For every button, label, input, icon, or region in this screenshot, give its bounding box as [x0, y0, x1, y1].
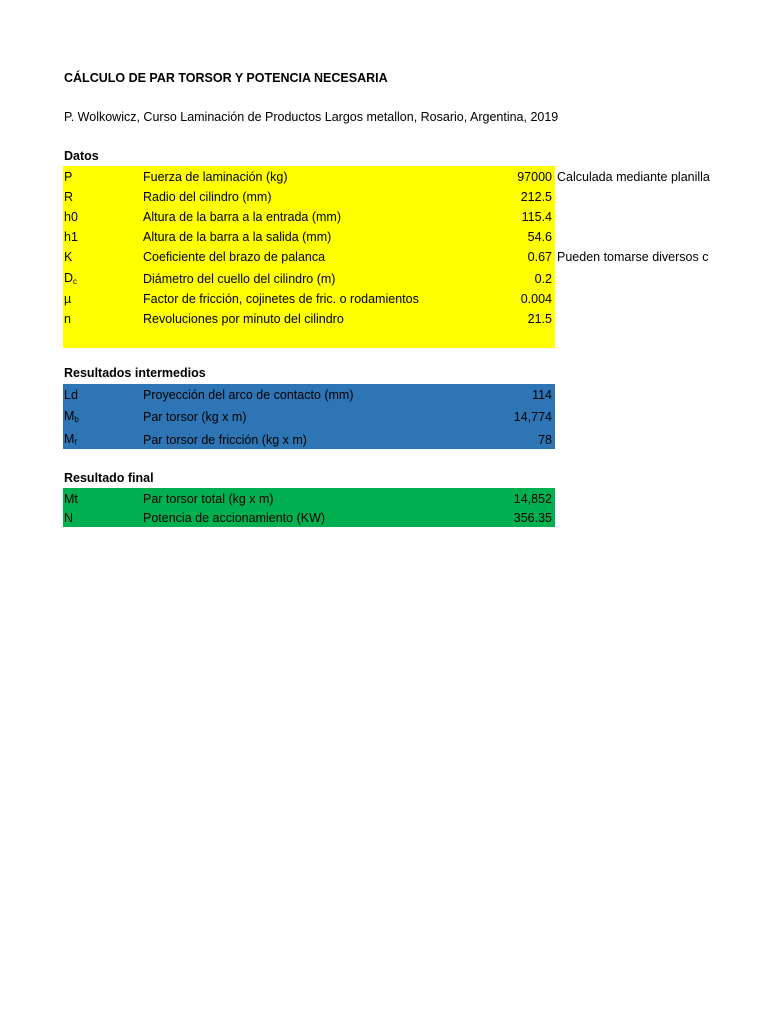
row-description: Altura de la barra a la entrada (mm): [143, 210, 342, 224]
data-row-r[interactable]: [63, 186, 555, 206]
section-heading-datos: Datos: [64, 149, 99, 163]
row-value: 0.004: [520, 292, 552, 306]
row-note: Pueden tomarse diversos c: [557, 250, 709, 264]
data-row-mu[interactable]: [63, 288, 555, 308]
row-value: 97000: [517, 170, 552, 184]
row-description: Factor de fricción, cojinetes de fric. o rodamientos: [143, 292, 419, 306]
row-symbol: Ld: [64, 388, 78, 402]
section-heading-intermedios: Resultados intermedios: [64, 366, 206, 380]
row-description: Coeficiente del brazo de palanca: [143, 250, 326, 264]
result-row-mf[interactable]: [63, 426, 555, 449]
row-symbol: h1: [64, 230, 78, 244]
row-symbol: $M_f$: [64, 432, 77, 447]
row-description: Altura de la barra a la salida (mm): [143, 230, 332, 244]
intermedios-block: [63, 384, 555, 449]
row-value: 114: [532, 388, 552, 402]
row-symbol: P: [64, 170, 73, 184]
row-description: Par torsor de fricción (kg x m): [143, 433, 307, 447]
data-row-h0[interactable]: [63, 206, 555, 226]
row-symbol: K: [64, 250, 73, 264]
row-value: 0.67: [527, 250, 552, 264]
row-symbol: R: [64, 190, 74, 204]
row-note: Calculada mediante planilla: [557, 170, 710, 184]
citation: P. Wolkowicz, Curso Laminación de Productos Largos metallon, Rosario, Argentina, 2019: [64, 110, 559, 124]
row-value: 54.6: [527, 230, 552, 244]
final-block: [63, 488, 555, 527]
row-value: 78: [538, 433, 552, 447]
datos-block: [63, 166, 710, 348]
data-row-p[interactable]: [63, 166, 710, 186]
row-description: Proyección del arco de contacto (mm): [143, 388, 354, 402]
row-value: 115.4: [521, 210, 552, 224]
row-symbol: $M_b$: [64, 409, 79, 424]
result-row-mb[interactable]: [63, 404, 555, 426]
row-description: Revoluciones por minuto del cilindro: [143, 312, 344, 326]
data-row-empty[interactable]: [63, 328, 555, 348]
row-symbol: µ: [64, 292, 72, 306]
sheet-title: CÁLCULO DE PAR TORSOR Y POTENCIA NECESARIA: [64, 71, 388, 85]
row-description: Potencia de accionamiento (KW): [143, 511, 326, 525]
row-symbol: Mt: [64, 492, 78, 506]
row-symbol: $D_c$: [64, 271, 78, 286]
row-description: Fuerza de laminación (kg): [143, 170, 288, 184]
row-symbol: n: [64, 312, 71, 326]
final-row-mt[interactable]: [63, 488, 555, 508]
data-row-n[interactable]: [63, 308, 555, 328]
row-value: 356.35: [513, 511, 552, 525]
data-row-h1[interactable]: [63, 226, 555, 246]
row-symbol: N: [64, 511, 74, 525]
row-value: 14,852: [513, 492, 552, 506]
data-row-k[interactable]: [63, 246, 709, 266]
row-value: 14,774: [513, 410, 552, 424]
data-row-dc[interactable]: [63, 266, 555, 288]
section-heading-final: Resultado final: [64, 471, 154, 485]
final-row-n[interactable]: [63, 508, 555, 527]
row-value: 0.2: [534, 272, 552, 286]
row-value: 212.5: [520, 190, 552, 204]
row-description: Diámetro del cuello del cilindro (m): [143, 272, 336, 286]
row-value: 21.5: [527, 312, 552, 326]
result-row-ld[interactable]: [63, 384, 555, 404]
row-description: Par torsor total (kg x m): [143, 492, 274, 506]
row-symbol: h0: [64, 210, 78, 224]
row-description: Radio del cilindro (mm): [143, 190, 272, 204]
row-description: Par torsor (kg x m): [143, 410, 247, 424]
